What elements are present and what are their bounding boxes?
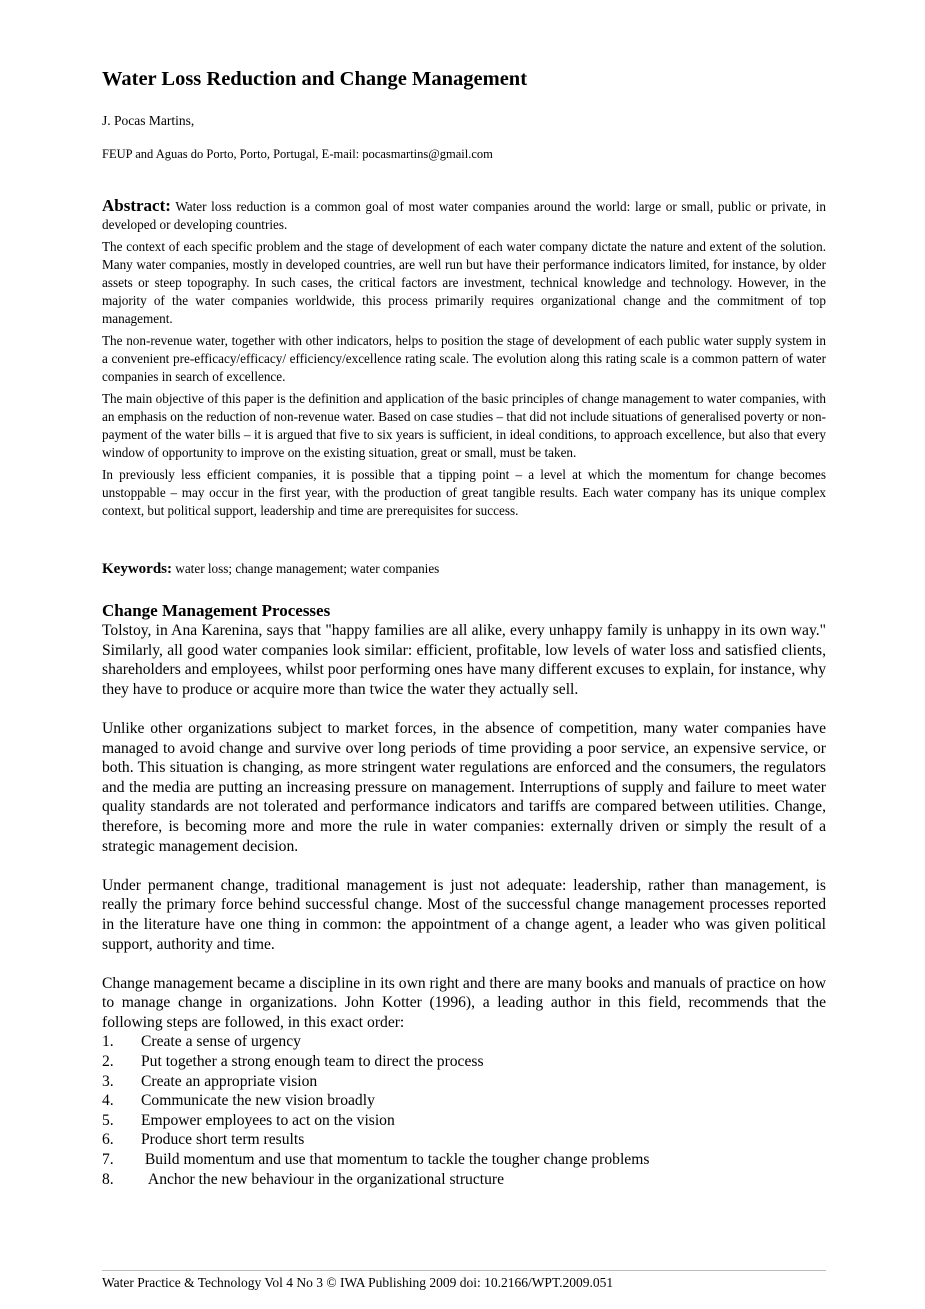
section-change-management bbox=[102, 601, 826, 1189]
list-number: 4. bbox=[102, 1092, 114, 1110]
list-number: 8. bbox=[102, 1170, 114, 1188]
footer-citation: Water Practice & Technology Vol 4 No 3 © IWA Publishing 2009 doi: 10.2166/WPT.2009.051 bbox=[102, 1275, 614, 1290]
list-item bbox=[102, 1091, 826, 1111]
section-heading: Change Management Processes bbox=[102, 601, 331, 620]
abstract-label: Abstract: bbox=[102, 196, 171, 215]
list-text: Produce short term results bbox=[141, 1131, 305, 1149]
list-item bbox=[102, 1032, 826, 1052]
list-item bbox=[102, 1052, 826, 1072]
list-item bbox=[102, 1130, 826, 1150]
list-item bbox=[102, 1170, 826, 1190]
list-item bbox=[102, 1072, 826, 1092]
abstract-text: Water loss reduction is a common goal of most water companies around the world: large or small, public or private, in developed or developing countries. bbox=[102, 199, 826, 232]
abstract-paragraph: The non-revenue water, together with other indicators, helps to position the stage of development of each public water supply system in a convenient pre-efficacy/efficacy/ efficiency/excellence rating scale. The evolution along this rating scale is a common pattern of water companies in search of excellence. bbox=[102, 333, 826, 384]
keywords-text: water loss; change management; water companies bbox=[175, 561, 440, 576]
list-item bbox=[102, 1111, 826, 1131]
list-item bbox=[102, 1150, 826, 1170]
abstract bbox=[102, 197, 826, 524]
list-text: Empower employees to act on the vision bbox=[141, 1111, 395, 1129]
body-paragraph: Under permanent change, traditional management is just not adequate: leadership, rather than management, is really the primary force behind successful change. Most of the successful change management processes reported in the literature have one thing in common: the appointment of a change agent, a leader who was given political support, authority and time. bbox=[102, 876, 826, 953]
list-text: Create a sense of urgency bbox=[141, 1033, 301, 1051]
body-paragraph: Tolstoy, in Ana Karenina, says that "happy families are all alike, every unhappy family is unhappy in its own way." Similarly, all good water companies look similar: efficient, profitable, low levels of water loss and satisfied clients, shareholders and employees, whilst poor performing ones have many different excuses to explain, for instance, why they have to produce or acquire more than twice the water they actually sell. bbox=[102, 622, 826, 698]
keywords bbox=[102, 561, 826, 578]
list-text: Build momentum and use that momentum to tackle the tougher change problems bbox=[141, 1151, 650, 1169]
list-number: 5. bbox=[102, 1111, 114, 1129]
body-paragraph: Change management became a discipline in its own right and there are many books and manuals of practice on how to manage change in organizations. John Kotter (1996), a leading author in this field, recommends that the following steps are followed, in this exact order: bbox=[102, 974, 826, 1031]
body-paragraph: Unlike other organizations subject to market forces, in the absence of competition, many water companies have managed to avoid change and survive over long periods of time providing a poor service, an expensive service, or both. This situation is changing, as more stringent water regulations are enforced and the consumers, the regulators and the media are putting an increasing pressure on management. Interruptions of supply and failure to meet water quality standards are not tolerated and performance indicators and tariffs are compared between utilities. Change, therefore, is becoming more and more the rule in water companies: externally driven or simply the result of a strategic management decision. bbox=[102, 719, 826, 855]
abstract-paragraph: The context of each specific problem and the stage of development of each water company dictate the nature and extent of the solution. Many water companies, mostly in developed countries, are well run but have their performance indicators limited, for instance, by older assets or steep topography. In such cases, the critical factors are investment, technical knowledge and technology. However, in the majority of the water companies worldwide, this process primarily requires organizational change and the commitment of top management. bbox=[102, 239, 826, 326]
list-text: Anchor the new behaviour in the organizational structure bbox=[141, 1170, 505, 1188]
footer-divider bbox=[102, 1270, 826, 1271]
abstract-paragraph: In previously less efficient companies, it is possible that a tipping point – a level at which the momentum for change becomes unstoppable – may occur in the first year, with the production of great tangible results. Each water company has its unique complex context, but political support, leadership and time are prerequisites for success. bbox=[102, 467, 826, 518]
abstract-paragraph: The main objective of this paper is the definition and application of the basic principles of change management to water companies, with an emphasis on the reduction of non-revenue water. Based on case studies – that did not include situations of generalised poverty or non-payment of the water bills – it is argued that five to six years is sufficient, in ideal conditions, to approach excellence, but also that every window of opportunity to improve on the existing situation, great or small, must be taken. bbox=[102, 391, 826, 460]
list-number: 3. bbox=[102, 1072, 114, 1090]
list-number: 2. bbox=[102, 1053, 114, 1071]
author: J. Pocas Martins, bbox=[102, 113, 195, 128]
list-number: 1. bbox=[102, 1033, 114, 1051]
list-text: Put together a strong enough team to direct the process bbox=[141, 1053, 484, 1071]
paper-title: Water Loss Reduction and Change Management bbox=[102, 68, 528, 90]
list-text: Communicate the new vision broadly bbox=[141, 1092, 375, 1110]
list-number: 7. bbox=[102, 1151, 114, 1169]
list-number: 6. bbox=[102, 1131, 114, 1149]
list-text: Create an appropriate vision bbox=[141, 1072, 318, 1090]
steps-list bbox=[102, 1032, 826, 1189]
abstract-paragraph bbox=[102, 197, 826, 234]
affiliation: FEUP and Aguas do Porto, Porto, Portugal, E-mail: pocasmartins@gmail.com bbox=[102, 147, 493, 161]
keywords-label: Keywords: bbox=[102, 561, 172, 577]
